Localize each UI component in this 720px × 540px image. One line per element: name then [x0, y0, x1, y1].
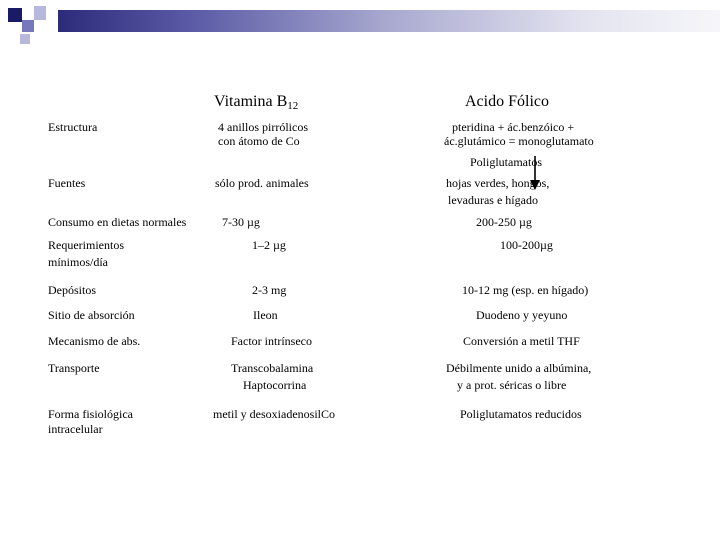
- fol-transporte-line2: y a prot. séricas o libre: [457, 378, 567, 392]
- fol-consumo: 200-250 µg: [476, 215, 532, 229]
- header-gradient-bar: [58, 10, 720, 32]
- label-forma-line2: intracelular: [48, 422, 103, 436]
- label-forma-line1: Forma fisiológica: [48, 407, 133, 421]
- header-acido-folico: Acido Fólico: [465, 93, 549, 110]
- b12-consumo: 7-30 µg: [222, 215, 260, 229]
- deco-square-mid: [22, 20, 34, 32]
- b12-transporte-line1: Transcobalamina: [231, 361, 314, 375]
- deco-square-dark: [8, 8, 22, 22]
- b12-estructura-line2: con átomo de Co: [218, 134, 300, 148]
- label-requerimientos-line2: mínimos/día: [48, 255, 108, 269]
- header-b12-subscript: 12: [287, 100, 299, 112]
- label-requerimientos-line1: Requerimientos: [48, 238, 124, 252]
- fol-requerimientos: 100-200µg: [500, 238, 553, 252]
- header-vitamina-b12: [214, 92, 298, 112]
- fol-estructura-line2: ác.glutámico = monoglutamato: [444, 134, 594, 148]
- fol-estructura-line1: pteridina + ác.benzóico +: [452, 120, 575, 134]
- fol-depositos: 10-12 mg (esp. en hígado): [462, 283, 589, 297]
- fol-transporte-line1: Débilmente unido a albúmina,: [446, 361, 592, 375]
- b12-forma: metil y desoxiadenosilCo: [213, 407, 335, 421]
- label-absorcion: Sitio de absorción: [48, 308, 135, 322]
- fol-fuentes-line1: hojas verdes, hongos,: [446, 176, 550, 190]
- b12-depositos: 2-3 mg: [252, 283, 287, 297]
- b12-mecanismo: Factor intrínseco: [231, 334, 312, 348]
- label-fuentes: Fuentes: [48, 176, 86, 190]
- b12-fuentes: sólo prod. animales: [215, 176, 309, 190]
- fol-mecanismo: Conversión a metil THF: [463, 334, 580, 348]
- label-mecanismo: Mecanismo de abs.: [48, 334, 141, 348]
- b12-estructura-line1: 4 anillos pirrólicos: [218, 120, 308, 134]
- fol-poliglutamatos: Poliglutamatos: [470, 155, 542, 169]
- b12-transporte-line2: Haptocorrina: [243, 378, 307, 392]
- b12-requerimientos: 1–2 µg: [252, 238, 286, 252]
- header-decoration: [0, 0, 720, 48]
- deco-square-light: [34, 6, 46, 20]
- fol-absorcion: Duodeno y yeyuno: [476, 308, 568, 322]
- label-estructura: Estructura: [48, 120, 98, 134]
- b12-absorcion: Ileon: [253, 308, 278, 322]
- label-consumo: Consumo en dietas normales: [48, 215, 187, 229]
- header-b12-main: Vitamina B: [214, 93, 288, 110]
- deco-square-small: [20, 34, 30, 44]
- label-depositos: Depósitos: [48, 283, 96, 297]
- label-transporte: Transporte: [48, 361, 100, 375]
- fol-forma: Poliglutamatos reducidos: [460, 407, 582, 421]
- fol-fuentes-line2: levaduras e hígado: [448, 193, 538, 207]
